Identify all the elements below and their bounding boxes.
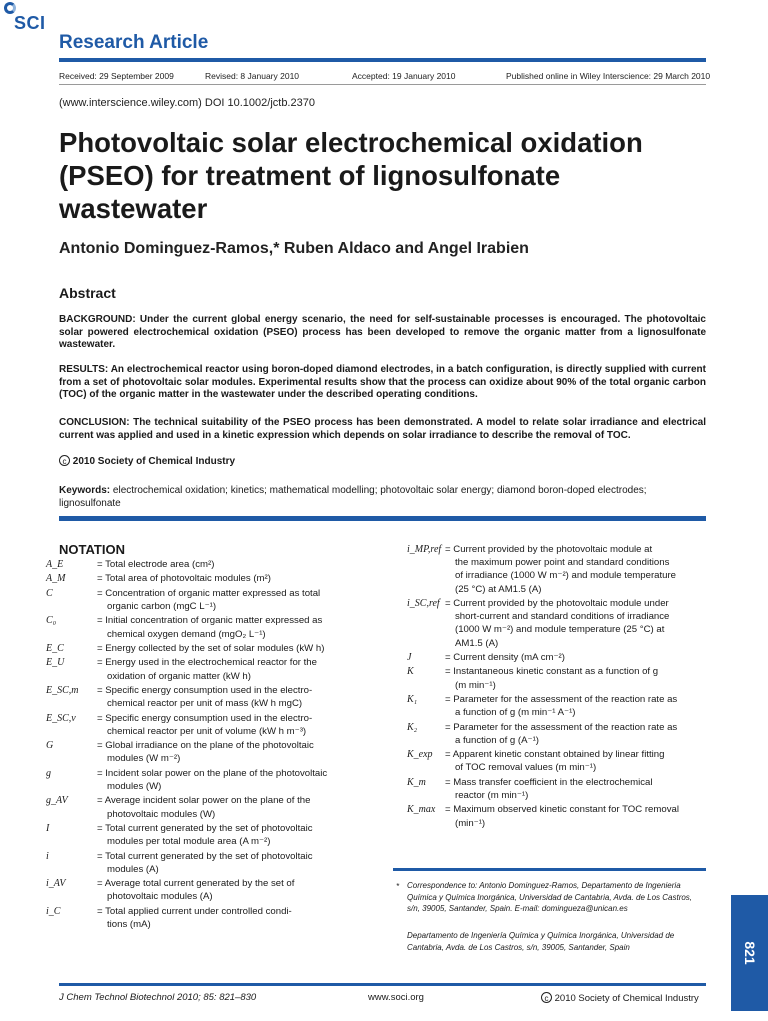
- notation-definition: [97, 822, 361, 848]
- definition-line: = Total current generated by the set of photovoltaic: [97, 823, 313, 834]
- notation-definition: [445, 665, 723, 691]
- received-date: Received: 29 September 2009: [59, 71, 174, 81]
- notation-symbol: K_m: [407, 776, 426, 788]
- correspondence-star: *: [396, 882, 400, 891]
- definition-line: (25 °C) at AM1.5 (A): [455, 583, 542, 595]
- definition-line: = Current density (mA cm⁻²): [445, 652, 565, 663]
- notation-symbol: g: [46, 767, 51, 779]
- notation-definition: [97, 684, 361, 710]
- definition-line: modules per total module area (A m⁻²): [107, 836, 271, 848]
- definition-line: organic carbon (mgC L⁻¹): [107, 601, 217, 612]
- notation-definition: [97, 712, 361, 738]
- notation-symbol: i_C: [46, 905, 61, 917]
- title-line: Photovoltaic solar electrochemical oxidation: [59, 127, 643, 158]
- dates-rule: [59, 84, 706, 85]
- notation-definition: [97, 794, 361, 820]
- notation-definition: [97, 739, 361, 765]
- notation-definition: [97, 905, 361, 931]
- definition-line: = Energy collected by the set of solar modules (kW h): [97, 643, 325, 654]
- sci-logo-text: SCI: [14, 13, 46, 33]
- correspondence-rule: [393, 868, 706, 871]
- definition-line: (m min⁻¹): [455, 679, 496, 691]
- revised-date: Revised: 8 January 2010: [205, 71, 300, 81]
- definition-line: photovoltaic modules (W): [107, 808, 216, 820]
- correspondence-text: Correspondence to: Antonio Dominguez-Ramos, Departamento de Ingenieria Química y Química Inorgánica, Universidad de Cantabria, Avda. de Los Castros, s/n, 39005, Santander, Spain. E-mail: domingueza@unican.es: [407, 881, 693, 913]
- title-line: wastewater: [59, 193, 208, 224]
- notation-symbol: C: [46, 587, 53, 599]
- notation-definition: [445, 651, 723, 664]
- notation-symbol: G: [46, 740, 54, 752]
- notation-symbol: i_MP,ref: [407, 544, 442, 555]
- definition-line: = Specific energy consumption used in the electro-: [97, 712, 313, 724]
- footer-rule: [59, 983, 706, 986]
- abstract-heading: Abstract: [59, 285, 116, 301]
- notation-definition: [97, 614, 361, 640]
- notation-symbol: i_SC,ref: [407, 598, 440, 609]
- keywords-text: electrochemical oxidation; kinetics; mathematical modelling; photovoltaic solar energy; diamond boron-doped electrodes; lignosulfonate: [59, 485, 647, 509]
- notation-symbol: K₁: [407, 694, 418, 705]
- header-rule: [59, 58, 706, 62]
- page-number: 821: [741, 941, 758, 965]
- notation-symbol: I: [46, 823, 50, 834]
- notation-definition: [97, 572, 361, 585]
- copyright-icon: c: [59, 455, 70, 466]
- notation-column-left: [46, 558, 376, 958]
- notation-symbol: i_AV: [46, 878, 66, 890]
- notation-symbol: K₂: [407, 721, 418, 733]
- notation-symbol: K_max: [407, 804, 436, 816]
- definition-line: = Initial concentration of organic matter expressed as: [97, 615, 323, 627]
- notation-definition: [445, 597, 723, 650]
- footer-copyright-text: 2010 Society of Chemical Industry: [554, 993, 699, 1004]
- published-date: Published online in Wiley Interscience: 29 March 2010: [506, 71, 711, 81]
- doi-line[interactable]: (www.interscience.wiley.com) DOI 10.1002/jctb.2370: [59, 97, 315, 109]
- definition-line: = Incident solar power on the plane of the photovoltaic: [97, 767, 328, 779]
- definition-line: tions (mA): [107, 919, 151, 930]
- affiliation-text: Departamento de Ingeniería Química y Química Inorgánica, Universidad de Cantabria, Avda. de Los Castros, s/n, 39005, Santander, Spain: [407, 931, 675, 952]
- definition-line: = Concentration of organic matter expressed as total: [97, 587, 321, 599]
- definition-line: (min⁻¹): [455, 817, 486, 829]
- notation-definition: [445, 748, 723, 774]
- definition-line: modules (W m⁻²): [107, 753, 181, 765]
- notation-definition: [97, 558, 361, 571]
- definition-line: = Instantaneous kinetic constant as a function of g: [445, 666, 659, 678]
- definition-line: a function of g (m min⁻¹ A⁻¹): [455, 707, 576, 719]
- notation-symbol: A_M: [46, 573, 66, 585]
- notation-symbol: K_exp: [407, 749, 433, 761]
- definition-line: chemical reactor per unit of mass (kW h mgC): [107, 698, 303, 710]
- notation-symbol: g_AV: [46, 795, 68, 807]
- definition-line: reactor (m min⁻¹): [455, 790, 529, 801]
- notation-definition: [445, 803, 723, 829]
- definition-line: = Current provided by the photovoltaic module under: [445, 598, 669, 609]
- definition-line: = Average incident solar power on the plane of the: [97, 795, 311, 807]
- definition-line: (1000 W m⁻²) and module temperature (25 °C) at: [455, 624, 665, 636]
- definition-line: = Mass transfer coefficient in the electrochemical: [445, 776, 653, 788]
- abstract-copyright-text: 2010 Society of Chemical Industry: [72, 456, 236, 467]
- page-number-tab: [731, 895, 768, 1011]
- definition-line: oxidation of organic matter (kW h): [107, 670, 251, 682]
- notation-symbol: A_E: [46, 559, 64, 570]
- notation-symbol: E_U: [46, 657, 65, 669]
- definition-line: = Total area of photovoltaic modules (m²): [97, 573, 271, 585]
- notation-definition: [97, 656, 361, 682]
- definition-line: = Current provided by the photovoltaic module at: [445, 544, 653, 555]
- definition-line: = Total current generated by the set of photovoltaic: [97, 850, 313, 862]
- definition-line: = Total electrode area (cm²): [97, 559, 215, 570]
- definition-line: = Maximum observed kinetic constant for TOC removal: [445, 804, 679, 816]
- notation-symbol: E_SC,v: [46, 712, 76, 724]
- keywords-label: Keywords:: [59, 485, 111, 496]
- notation-symbol: E_C: [46, 643, 64, 654]
- abstract-results: RESULTS: An electrochemical reactor using boron-doped diamond electrodes, in a batch configuration, is directly supplied with current from a set of photovoltaic solar modules. Experimental results show that the process can oxidize about 90% of the total organic carbon (TOC) of the organic matter in the wastewater under the described operating conditions.: [59, 364, 706, 400]
- notation-symbol: J: [407, 652, 412, 663]
- article-title: [59, 126, 719, 225]
- accepted-date: Accepted: 19 January 2010: [352, 71, 456, 81]
- notation-definition: [445, 721, 723, 747]
- notation-heading: NOTATION: [59, 542, 125, 557]
- definition-line: = Parameter for the assessment of the reaction rate as: [445, 694, 678, 705]
- notation-definition: [97, 767, 361, 793]
- definition-line: = Energy used in the electrochemical reactor for the: [97, 657, 317, 669]
- journal-site-link[interactable]: www.soci.org: [368, 992, 424, 1003]
- copyright-icon: c: [541, 992, 552, 1003]
- title-line: (PSEO) for treatment of lignosulfonate: [59, 160, 561, 191]
- notation-column-right: [407, 543, 727, 853]
- footer-copyright: [541, 992, 699, 1004]
- notation-definition: [445, 776, 723, 802]
- abstract-conclusion: CONCLUSION: The technical suitability of the PSEO process has been demonstrated. A model to relate solar irradiance and electrical current was applied and used in a kinetic expression which depends on solar irradiance to describe the removal of TOC.: [59, 417, 706, 441]
- abstract-copyright: [59, 455, 235, 467]
- definition-line: chemical oxygen demand (mgO₂ L⁻¹): [107, 628, 266, 640]
- definition-line: AM1.5 (A): [455, 637, 499, 649]
- definition-line: modules (W): [107, 781, 162, 792]
- definition-line: the maximum power point and standard conditions: [455, 557, 670, 569]
- definition-line: = Parameter for the assessment of the reaction rate as: [445, 721, 678, 733]
- notation-definition: [97, 877, 361, 903]
- section-label: Research Article: [59, 32, 209, 53]
- definition-line: = Global irradiance on the plane of the photovoltaic: [97, 740, 314, 752]
- definition-line: chemical reactor per unit of volume (kW h m⁻³): [107, 725, 307, 737]
- journal-citation: J Chem Technol Biotechnol 2010; 85: 821–830: [59, 992, 257, 1003]
- definition-line: modules (A): [107, 863, 159, 875]
- keywords: [59, 484, 706, 510]
- definition-line: = Apparent kinetic constant obtained by linear fitting: [445, 749, 665, 761]
- notation-symbol: E_SC,m: [46, 685, 79, 696]
- definition-line: = Specific energy consumption used in the electro-: [97, 685, 313, 696]
- definition-line: photovoltaic modules (A): [107, 891, 213, 903]
- notation-definition: [97, 850, 361, 876]
- definition-line: of TOC removal values (m min⁻¹): [455, 762, 597, 774]
- notation-symbol: K: [407, 666, 414, 678]
- definition-line: = Average total current generated by the set of: [97, 878, 295, 890]
- definition-line: of irradiance (1000 W m⁻²) and module temperature: [455, 570, 677, 582]
- notation-definition: [445, 693, 723, 719]
- abstract-background: BACKGROUND: Under the current global energy scenario, the need for self-sustainable processes is encouraged. The photovoltaic solar powered electrochemical oxidation (PSEO) process has been developed to remove the organic matter from a lignosulfonate wastewater.: [59, 314, 706, 350]
- definition-line: a function of g (A⁻¹): [455, 734, 539, 746]
- sci-logo-icon: [0, 0, 60, 34]
- definition-line: = Total applied current under controlled condi-: [97, 905, 292, 917]
- notation-symbol: i: [46, 850, 49, 862]
- section-divider: [59, 516, 706, 521]
- author-list: Antonio Dominguez-Ramos,* Ruben Aldaco and Angel Irabien: [59, 240, 529, 257]
- definition-line: short-current and standard conditions of irradiance: [455, 611, 670, 623]
- notation-definition: [97, 587, 361, 613]
- notation-definition: [97, 642, 361, 655]
- notation-definition: [445, 543, 723, 596]
- notation-symbol: C₀: [46, 615, 57, 627]
